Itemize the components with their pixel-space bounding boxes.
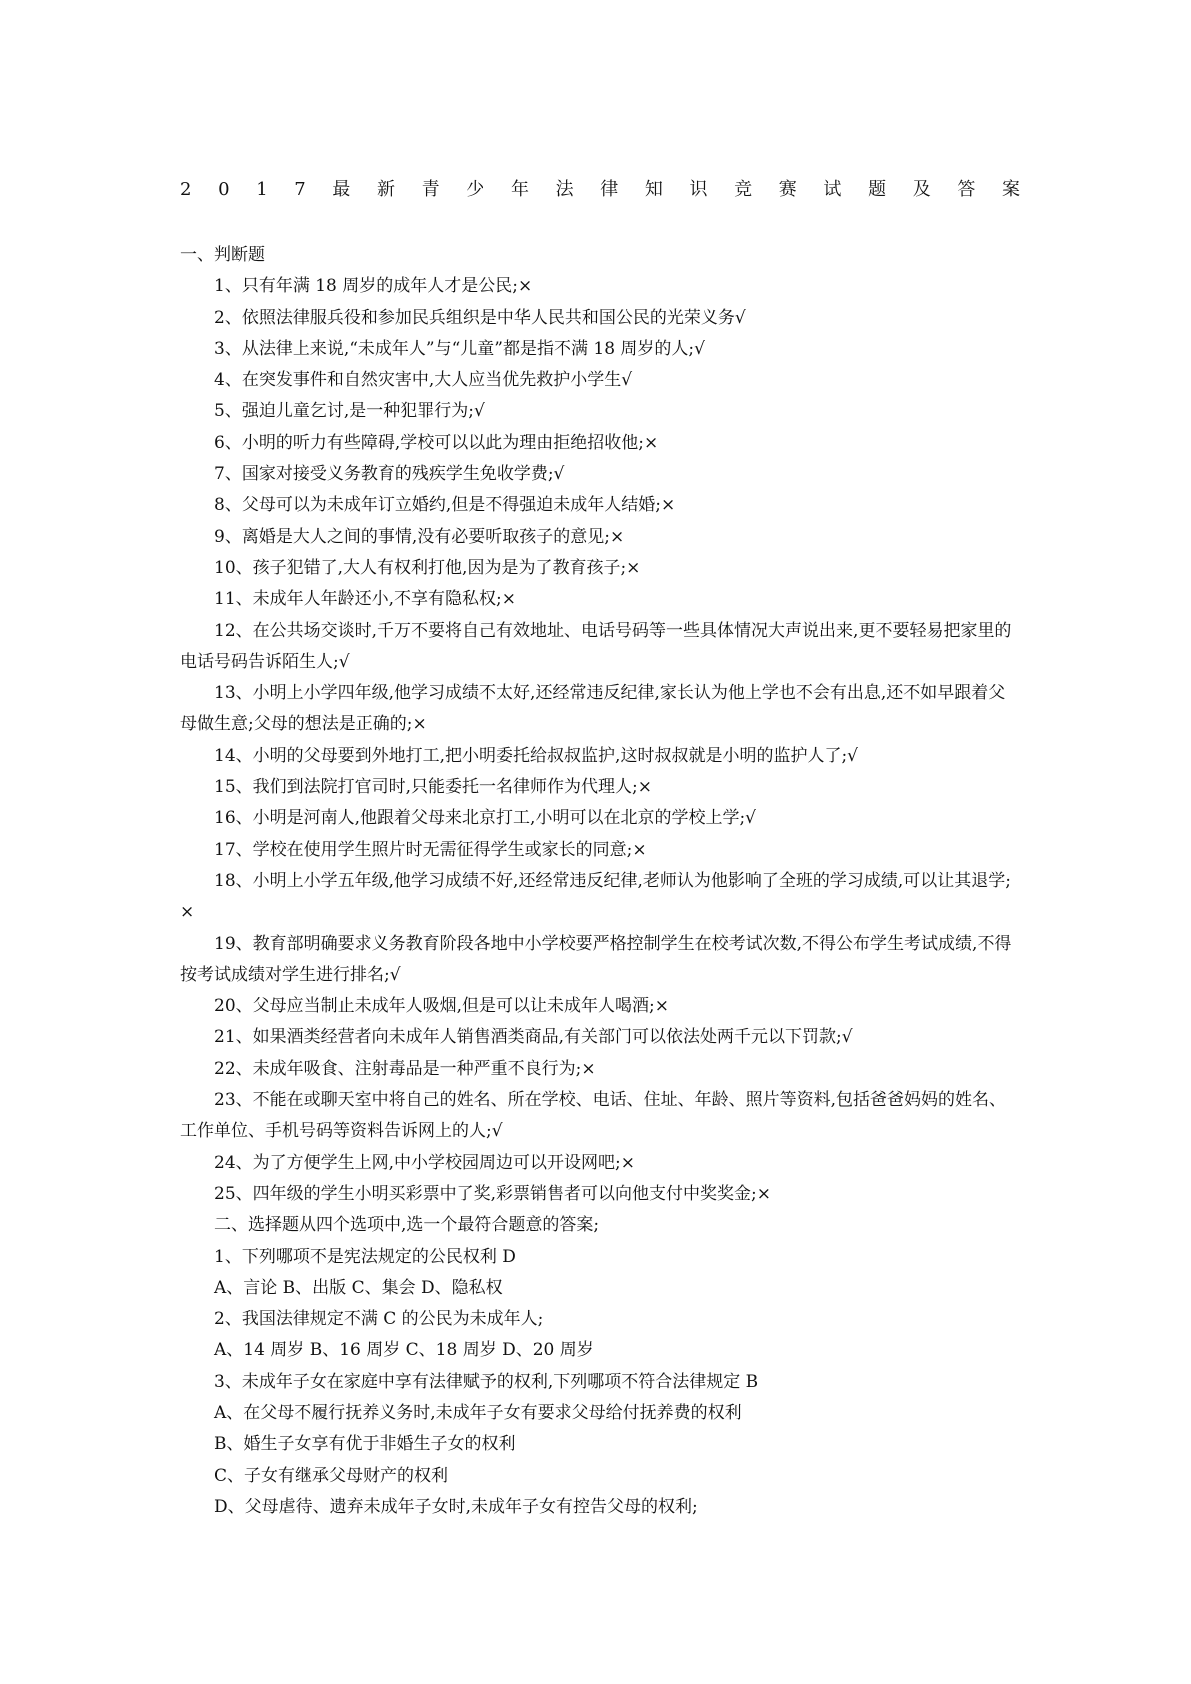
question-line: 8、父母可以为未成年订立婚约,但是不得强迫未成年人结婚;× bbox=[214, 495, 676, 516]
question-line: 2、我国法律规定不满 C 的公民为未成年人; bbox=[214, 1309, 544, 1330]
question-line: 15、我们到法院打官司时,只能委托一名律师作为代理人;× bbox=[214, 777, 653, 798]
title-char: 青 bbox=[421, 179, 440, 200]
question-line: 12、在公共场交谈时,千万不要将自己有效地址、电话号码等一些具体情况大声说出来,更不要轻易把家里的电话号码告诉陌生人;√ bbox=[180, 620, 1012, 672]
title-char: 案 bbox=[1001, 179, 1020, 200]
question-line: A、14 周岁 B、16 周岁 C、18 周岁 D、20 周岁 bbox=[214, 1340, 594, 1361]
title-char: 及 bbox=[912, 179, 931, 200]
title-char: 2 bbox=[180, 179, 192, 200]
question-line: 18、小明上小学五年级,他学习成绩不好,还经常违反纪律,老师认为他影响了全班的学习成绩,可以让其退学;× bbox=[180, 870, 1011, 923]
question-line: 22、未成年吸食、注射毒品是一种严重不良行为;× bbox=[214, 1058, 596, 1079]
document-title bbox=[180, 178, 1020, 202]
title-char: 0 bbox=[218, 179, 230, 200]
title-char: 赛 bbox=[778, 179, 797, 200]
title-char: 少 bbox=[466, 179, 485, 200]
question-line: B、婚生子女享有优于非婚生子女的权利 bbox=[214, 1434, 516, 1455]
title-char: 律 bbox=[600, 179, 619, 200]
question-line: 21、如果酒类经营者向未成年人销售酒类商品,有关部门可以依法处两千元以下罚款;√ bbox=[214, 1027, 853, 1048]
question-line: 13、小明上小学四年级,他学习成绩不太好,还经常违反纪律,家长认为他上学也不会有出息,还不如早跟着父母做生意;父母的想法是正确的;× bbox=[180, 683, 1006, 735]
question-line: 20、父母应当制止未成年人吸烟,但是可以让未成年人喝酒;× bbox=[214, 996, 670, 1017]
question-line: C、子女有继承父母财产的权利 bbox=[214, 1465, 449, 1486]
question-line: 10、孩子犯错了,大人有权利打他,因为是为了教育孩子;× bbox=[214, 557, 641, 578]
question-line: 19、教育部明确要求义务教育阶段各地中小学校要严格控制学生在校考试次数,不得公布学生考试成绩,不得按考试成绩对学生进行排名;√ bbox=[180, 933, 1012, 985]
question-line: 16、小明是河南人,他跟着父母来北京打工,小明可以在北京的学校上学;√ bbox=[214, 808, 756, 829]
question-line: 1、下列哪项不是宪法规定的公民权利 D bbox=[214, 1246, 516, 1267]
question-line: 3、从法律上来说,“未成年人”与“儿童”都是指不满 18 周岁的人;√ bbox=[214, 338, 705, 359]
question-line: 25、四年级的学生小明买彩票中了奖,彩票销售者可以向他支付中奖奖金;× bbox=[214, 1183, 772, 1204]
title-char: 年 bbox=[510, 179, 529, 200]
question-line: 5、强迫儿童乞讨,是一种犯罪行为;√ bbox=[214, 401, 485, 422]
question-line: 14、小明的父母要到外地打工,把小明委托给叔叔监护,这时叔叔就是小明的监护人了;√ bbox=[214, 745, 858, 766]
title-char: 新 bbox=[377, 179, 396, 200]
title-char: 竞 bbox=[734, 179, 753, 200]
question-line: 17、学校在使用学生照片时无需征得学生或家长的同意;× bbox=[214, 839, 647, 860]
title-char: 最 bbox=[332, 179, 351, 200]
title-char: 1 bbox=[256, 179, 268, 200]
question-line: A、在父母不履行抚养义务时,未成年子女有要求父母给付抚养费的权利 bbox=[214, 1402, 742, 1423]
question-line: 11、未成年人年龄还小,不享有隐私权;× bbox=[214, 589, 517, 610]
question-line: 6、小明的听力有些障碍,学校可以以此为理由拒绝招收他;× bbox=[214, 432, 659, 453]
question-line: 二、选择题从四个选项中,选一个最符合题意的答案; bbox=[214, 1215, 600, 1236]
document-body bbox=[180, 240, 1020, 1523]
title-char: 识 bbox=[689, 179, 708, 200]
question-line: 23、不能在或聊天室中将自己的姓名、所在学校、电话、住址、年龄、照片等资料,包括爸爸妈妈的姓名、工作单位、手机号码等资料告诉网上的人;√ bbox=[180, 1090, 1007, 1142]
title-char: 7 bbox=[294, 179, 306, 200]
question-line: A、言论 B、出版 C、集会 D、隐私权 bbox=[214, 1277, 503, 1298]
question-line: 24、为了方便学生上网,中小学校园周边可以开设网吧;× bbox=[214, 1152, 636, 1173]
question-line: 1、只有年满 18 周岁的成年人才是公民;× bbox=[214, 276, 533, 297]
title-char: 法 bbox=[555, 179, 574, 200]
section-heading: 一、判断题 bbox=[180, 245, 265, 265]
question-line: D、父母虐待、遗弃未成年子女时,未成年子女有控告父母的权利; bbox=[214, 1496, 698, 1517]
question-line: 9、离婚是大人之间的事情,没有必要听取孩子的意见;× bbox=[214, 526, 625, 547]
title-char: 答 bbox=[957, 179, 976, 200]
title-char: 知 bbox=[644, 179, 663, 200]
question-line: 2、依照法律服兵役和参加民兵组织是中华人民共和国公民的光荣义务√ bbox=[214, 307, 746, 328]
title-char: 题 bbox=[868, 179, 887, 200]
question-line: 4、在突发事件和自然灾害中,大人应当优先救护小学生√ bbox=[214, 370, 633, 391]
title-char: 试 bbox=[823, 179, 842, 200]
question-line: 7、国家对接受义务教育的残疾学生免收学费;√ bbox=[214, 464, 565, 485]
question-line: 3、未成年子女在家庭中享有法律赋予的权利,下列哪项不符合法律规定 B bbox=[214, 1371, 759, 1392]
